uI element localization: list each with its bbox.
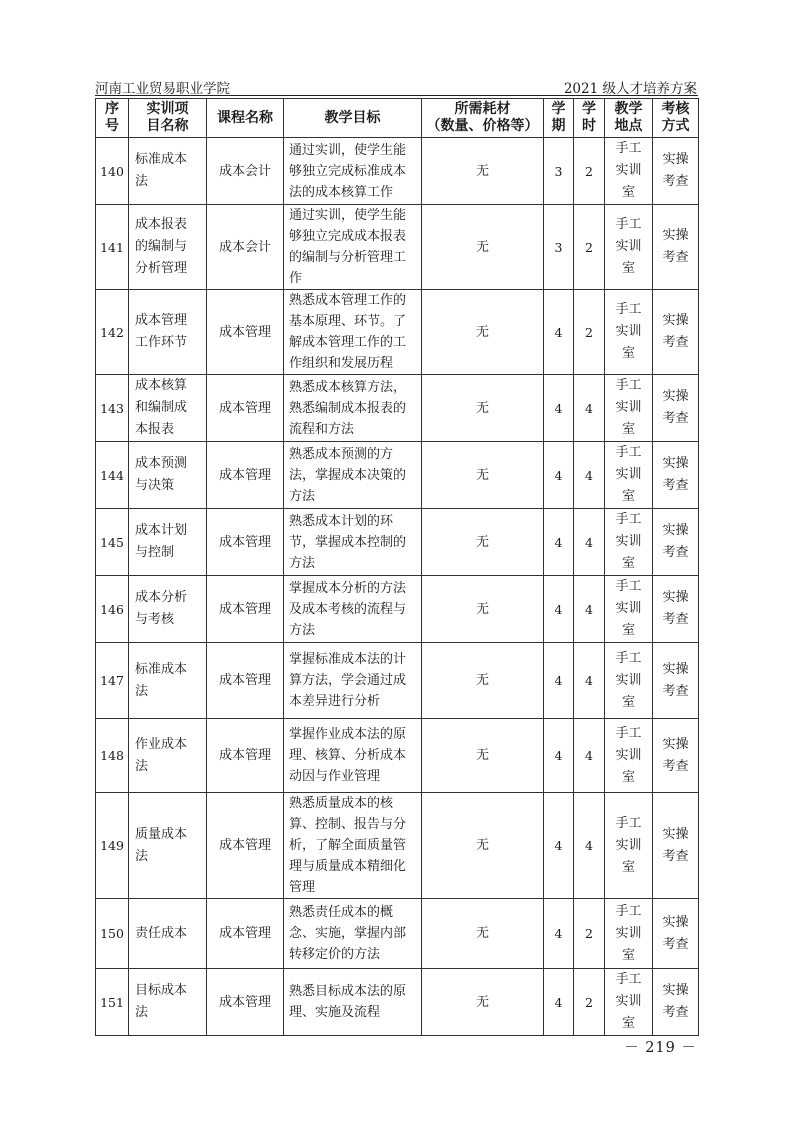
- cell-hours: 4: [574, 719, 605, 793]
- cell-exam: 实操 考查: [653, 375, 699, 442]
- cell-hours: 2: [574, 290, 605, 375]
- cell-no: 140: [96, 138, 129, 205]
- cell-course: 成本管理: [207, 793, 284, 899]
- cell-course: 成本管理: [207, 899, 284, 969]
- cell-location: 手工 实训 室: [605, 899, 653, 969]
- cell-goal: 掌握标准成本法的计算方法，学会通过成本差异进行分析: [284, 643, 422, 719]
- table-row: [96, 793, 699, 899]
- cell-project: 成本核算 和编制成 本报表: [129, 375, 207, 442]
- cell-location: 手工 实训 室: [605, 969, 653, 1036]
- cell-term: 4: [544, 509, 574, 576]
- cell-goal: 熟悉成本计划的环节，掌握成本控制的方法: [284, 509, 422, 576]
- cell-location: 手工 实训 室: [605, 205, 653, 290]
- cell-goal: 熟悉成本预测的方法，掌握成本决策的方法: [284, 442, 422, 509]
- cell-course: 成本会计: [207, 205, 284, 290]
- table-row: [96, 899, 699, 969]
- cell-project: 成本预测 与决策: [129, 442, 207, 509]
- cell-project: 质量成本 法: [129, 793, 207, 899]
- col-header-location: 教学 地点: [605, 99, 653, 138]
- cell-location: 手工 实训 室: [605, 290, 653, 375]
- cell-exam: 实操 考查: [653, 442, 699, 509]
- table-row: [96, 375, 699, 442]
- cell-materials: 无: [422, 719, 544, 793]
- cell-no: 145: [96, 509, 129, 576]
- cell-exam: 实操 考查: [653, 138, 699, 205]
- cell-no: 147: [96, 643, 129, 719]
- cell-location: 手工 实训 室: [605, 576, 653, 643]
- cell-no: 148: [96, 719, 129, 793]
- cell-hours: 4: [574, 576, 605, 643]
- col-header-course: 课程名称: [207, 99, 284, 138]
- cell-goal: 熟悉成本管理工作的基本原理、环节。了解成本管理工作的工作组织和发展历程: [284, 290, 422, 375]
- cell-goal: 熟悉质量成本的核算、控制、报告与分析，了解全面质量管理与质量成本精细化管理: [284, 793, 422, 899]
- cell-materials: 无: [422, 969, 544, 1036]
- col-header-term: 学 期: [544, 99, 574, 138]
- cell-project: 标准成本 法: [129, 138, 207, 205]
- cell-no: 141: [96, 205, 129, 290]
- cell-term: 3: [544, 205, 574, 290]
- cell-course: 成本管理: [207, 576, 284, 643]
- cell-course: 成本管理: [207, 290, 284, 375]
- cell-course: 成本会计: [207, 138, 284, 205]
- cell-materials: 无: [422, 138, 544, 205]
- cell-materials: 无: [422, 643, 544, 719]
- col-header-goal: 教学目标: [284, 99, 422, 138]
- cell-course: 成本管理: [207, 719, 284, 793]
- table-row: [96, 290, 699, 375]
- cell-location: 手工 实训 室: [605, 375, 653, 442]
- cell-hours: 2: [574, 205, 605, 290]
- cell-project: 成本报表 的编制与 分析管理: [129, 205, 207, 290]
- cell-term: 4: [544, 375, 574, 442]
- cell-term: 4: [544, 643, 574, 719]
- cell-no: 142: [96, 290, 129, 375]
- cell-materials: 无: [422, 899, 544, 969]
- cell-exam: 实操 考查: [653, 899, 699, 969]
- cell-exam: 实操 考查: [653, 643, 699, 719]
- cell-project: 成本分析 与考核: [129, 576, 207, 643]
- cell-course: 成本管理: [207, 509, 284, 576]
- cell-hours: 4: [574, 509, 605, 576]
- cell-no: 146: [96, 576, 129, 643]
- cell-goal: 熟悉目标成本法的原理、实施及流程: [284, 969, 422, 1036]
- page-number: － 219 －: [624, 1040, 697, 1056]
- cell-exam: 实操 考查: [653, 576, 699, 643]
- cell-course: 成本管理: [207, 643, 284, 719]
- cell-hours: 2: [574, 138, 605, 205]
- cell-location: 手工 实训 室: [605, 442, 653, 509]
- cell-exam: 实操 考查: [653, 290, 699, 375]
- cell-goal: 熟悉成本核算方法，熟悉编制成本报表的流程和方法: [284, 375, 422, 442]
- cell-no: 144: [96, 442, 129, 509]
- cell-no: 149: [96, 793, 129, 899]
- cell-location: 手工 实训 室: [605, 509, 653, 576]
- table-row: [96, 969, 699, 1036]
- cell-term: 4: [544, 969, 574, 1036]
- cell-hours: 2: [574, 969, 605, 1036]
- cell-project: 成本计划 与控制: [129, 509, 207, 576]
- table-row: [96, 205, 699, 290]
- cell-project: 成本管理 工作环节: [129, 290, 207, 375]
- cell-term: 4: [544, 442, 574, 509]
- training-table: [95, 98, 699, 1036]
- cell-exam: 实操 考查: [653, 793, 699, 899]
- cell-goal: 通过实训，使学生能够独立完成成本报表的编制与分析管理工作: [284, 205, 422, 290]
- cell-materials: 无: [422, 793, 544, 899]
- table-row: [96, 576, 699, 643]
- cell-no: 150: [96, 899, 129, 969]
- cell-goal: 掌握作业成本法的原理、核算、分析成本动因与作业管理: [284, 719, 422, 793]
- table-row: [96, 138, 699, 205]
- col-header-materials: 所需耗材 （数量、价格等）: [422, 99, 544, 138]
- cell-exam: 实操 考查: [653, 969, 699, 1036]
- cell-project: 作业成本 法: [129, 719, 207, 793]
- cell-no: 143: [96, 375, 129, 442]
- cell-course: 成本管理: [207, 375, 284, 442]
- cell-exam: 实操 考查: [653, 719, 699, 793]
- cell-hours: 4: [574, 442, 605, 509]
- cell-hours: 4: [574, 375, 605, 442]
- header-plan-title: 2021 级人才培养方案: [563, 81, 697, 97]
- cell-location: 手工 实训 室: [605, 719, 653, 793]
- cell-materials: 无: [422, 375, 544, 442]
- cell-exam: 实操 考查: [653, 205, 699, 290]
- cell-goal: 掌握成本分析的方法及成本考核的流程与方法: [284, 576, 422, 643]
- cell-location: 手工 实训 室: [605, 793, 653, 899]
- cell-course: 成本管理: [207, 969, 284, 1036]
- cell-materials: 无: [422, 205, 544, 290]
- cell-goal: 通过实训，使学生能够独立完成标准成本法的成本核算工作: [284, 138, 422, 205]
- cell-exam: 实操 考查: [653, 509, 699, 576]
- cell-hours: 4: [574, 793, 605, 899]
- col-header-exam: 考核 方式: [653, 99, 699, 138]
- col-header-project: 实训项 目名称: [129, 99, 207, 138]
- cell-project: 目标成本 法: [129, 969, 207, 1036]
- cell-course: 成本管理: [207, 442, 284, 509]
- cell-project: 责任成本: [129, 899, 207, 969]
- table-row: [96, 643, 699, 719]
- cell-materials: 无: [422, 442, 544, 509]
- cell-term: 4: [544, 899, 574, 969]
- cell-project: 标准成本 法: [129, 643, 207, 719]
- table-row: [96, 442, 699, 509]
- cell-term: 4: [544, 719, 574, 793]
- header-rule: [95, 95, 698, 96]
- cell-term: 4: [544, 576, 574, 643]
- cell-materials: 无: [422, 290, 544, 375]
- cell-materials: 无: [422, 576, 544, 643]
- table-row: [96, 719, 699, 793]
- table-header-row: [96, 99, 699, 138]
- cell-location: 手工 实训 室: [605, 138, 653, 205]
- table-row: [96, 509, 699, 576]
- cell-no: 151: [96, 969, 129, 1036]
- cell-hours: 4: [574, 643, 605, 719]
- col-header-no: 序 号: [96, 99, 129, 138]
- header-school-name: 河南工业贸易职业学院: [95, 81, 230, 97]
- col-header-hours: 学 时: [574, 99, 605, 138]
- cell-goal: 熟悉责任成本的概念、实施，掌握内部转移定价的方法: [284, 899, 422, 969]
- cell-location: 手工 实训 室: [605, 643, 653, 719]
- cell-materials: 无: [422, 509, 544, 576]
- cell-term: 4: [544, 793, 574, 899]
- cell-term: 4: [544, 290, 574, 375]
- cell-hours: 2: [574, 899, 605, 969]
- cell-term: 3: [544, 138, 574, 205]
